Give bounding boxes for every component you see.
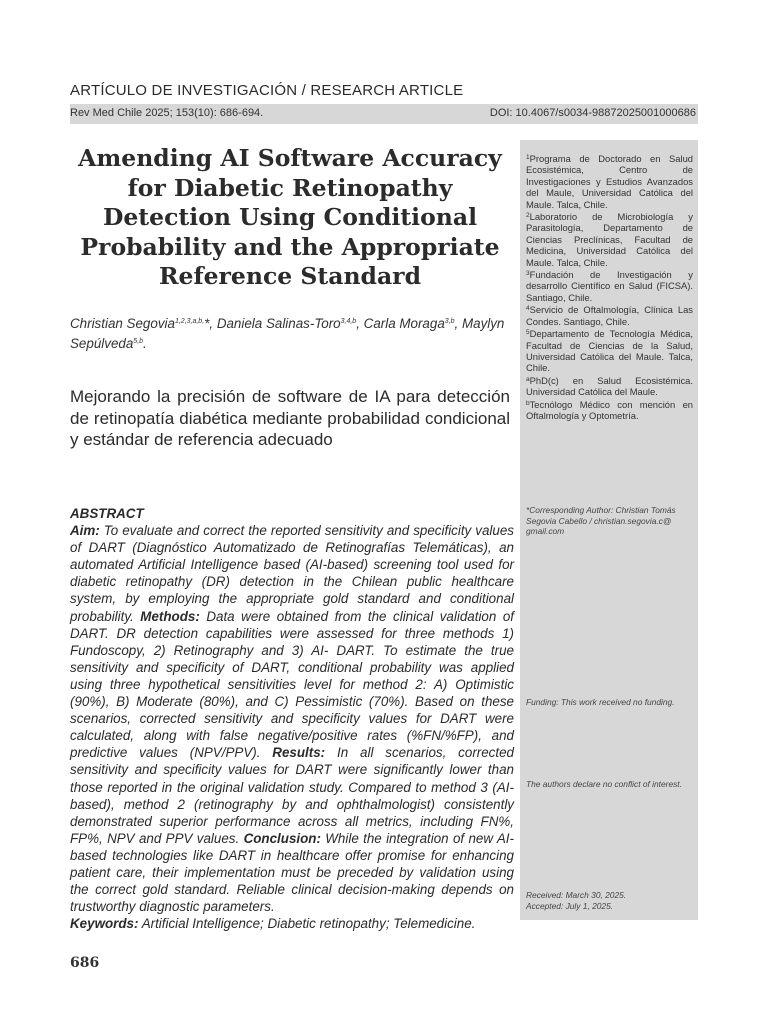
affiliation-item: $^1$Programa de Doctorado en Salud Ecosistémica, Centro de Investigaciones y Estudios Avanzados del Maule, Universidad Católica del Maule. Talca, Chile. (526, 153, 693, 210)
funding-note: Funding: This work received no funding. (526, 697, 675, 707)
affiliation-item: $^a$PhD(c) en Salud Ecosistémica. Universidad Católica del Maule. (526, 374, 693, 398)
affiliation-item: $^5$Departamento de Tecnología Médica, Facultad de Ciencias de la Salud, Universidad Católica del Maule. Talca, Chile. (526, 328, 693, 374)
article-title: Amending AI Software Accuracy for Diabetic Retinopathy Detection Using Conditional Probability and the Appropriate Reference Standard (78, 144, 502, 290)
author-name: Christian Segovia (70, 316, 175, 331)
corresponding-author-note: *Corresponding Author: Christian Tomás Segovia Cabello / christian.segovia.c@ gmail.com (526, 505, 676, 537)
spanish-title: Mejorando la precisión de software de IA para detección de retinopatía diabética mediante probabilidad condicional y estándar de referencia adecuado (70, 387, 510, 450)
citation-bar (70, 104, 698, 124)
affiliation-item: $^b$Tecnólogo Médico con mención en Oftalmología y Optometría. (526, 398, 693, 421)
affiliation-item: $^2$Laboratorio de Microbiología y Parasitología, Departamento de Ciencias Preclínicas, Facultad de Medicina, Universidad Católica del Maule. Talca, Chile. (526, 211, 693, 268)
abstract-section (70, 505, 514, 932)
doi-link[interactable]: DOI: 10.4067/s0034-98872025001000686 (489, 107, 696, 119)
conflict-note: The authors declare no conflict of interest. (526, 779, 682, 789)
affiliation-item: $^3$Fundación de Investigación y desarrollo Científico en Salud (FICSA). Santiago, Chile. (526, 269, 693, 303)
accepted-date: Accepted: July 1, 2025. (526, 901, 614, 911)
keywords-line: Keywords: Artificial Intelligence; Diabetic retinopathy; Telemedicine. (70, 916, 476, 932)
abstract-body: Aim: To evaluate and correct the reported sensitivity and specificity values of DART (Diagnóstico Automatizado de Retinografías Telemáticas), an automated Artificial Intelligence based (AI-based) screening tool used for diabetic retinopathy (DR) detection in the Chilean public healthcare system, by employing the appropriate gold standard and conditional probability. Methods: Data were obtained from the clinical validation of DART. DR detection capabilities were assessed for three methods 1) Fundoscopy, 2) Retinography and 3) AI- DART. To estimate the true sensitivity and specificity of DART, conditional probability was applied using three hypothetical sensitivities level for method 2: A) Optimistic (90%), B) Moderate (80%), and C) Pessimistic (70%). Based on these scenarios, corrected sensitivity and specificity values for DART were calculated, along with false negative/positive rates (%FN/%FP), and predictive values (NPV/PPV). Results: In all scenarios, corrected sensitivity and specificity values for DART were significantly lower than those reported in the original validation study. Compared to method 3 (AI-based), method 2 (retinography by and ophthalmologist) consistently demonstrated superior performance across all metrics, including FN%, FP%, NPV and PPV values. Conclusion: While the integration of new AI-based technologies like DART in healthcare offer promise for enhancing patient care, their implementation must be preceded by validation using the correct gold standard. Reliable clinical decision-making depends on trustworthy diagnostic parameters. (70, 523, 515, 915)
author-name: Daniela Salinas-Toro (216, 316, 341, 331)
abstract-heading: ABSTRACT (70, 506, 144, 521)
article-type-kicker: ARTÍCULO DE INVESTIGACIÓN / RESEARCH ARTICLE (70, 82, 464, 99)
affiliation-item: $^4$Servicio de Oftalmología, Clínica Las Condes. Santiago, Chile. (526, 304, 693, 327)
author-name: Carla Moraga (363, 316, 445, 331)
author-list: Christian Segovia$^{1,2,3,a,b,}$*, Daniela Salinas-Toro$^{3,4,b}$, Carla Moraga$^{3,b}$, Maylyn Sepúlveda$^{5,b}$. (70, 316, 505, 351)
page-number: 686 (70, 955, 100, 971)
received-date: Received: March 30, 2025. (526, 890, 627, 900)
author-name: Maylyn Sepúlveda (70, 316, 505, 351)
journal-citation: Rev Med Chile 2025; 153(10): 686-694. (70, 107, 264, 119)
affiliations-list (526, 152, 693, 421)
